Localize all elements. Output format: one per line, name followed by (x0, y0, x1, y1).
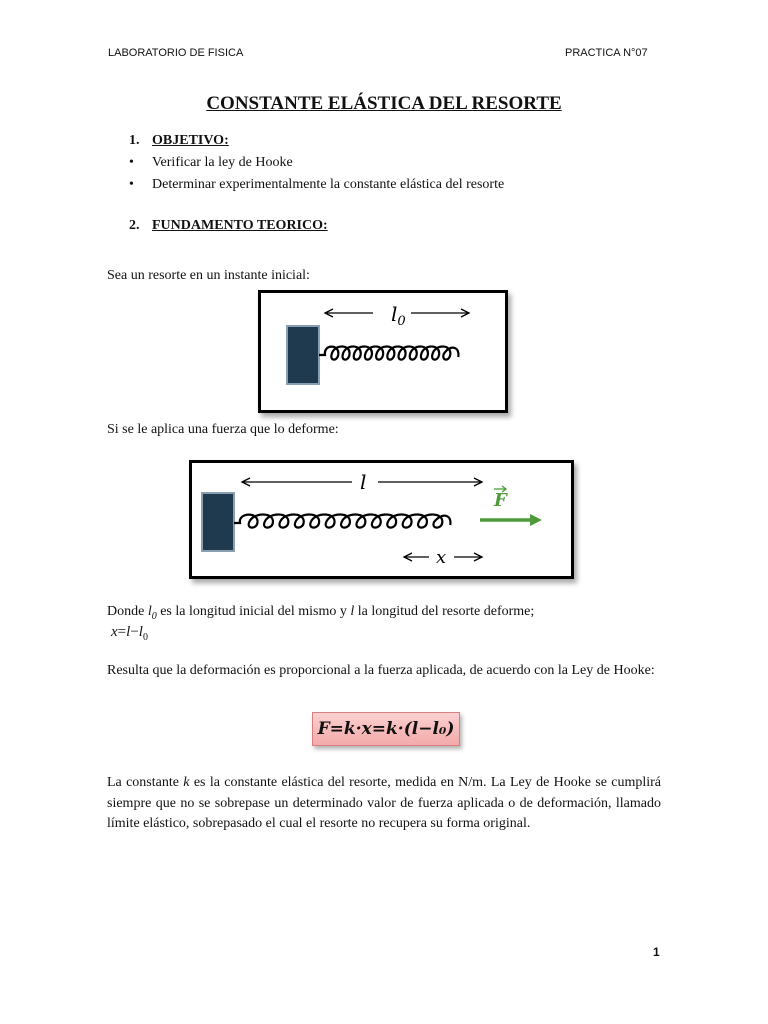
deformation-equation: $x=l-l_0$ (111, 624, 148, 643)
force-label: F (494, 490, 507, 511)
header-right: PRACTICA N°07 (565, 47, 648, 59)
spring-initial-figure (258, 290, 508, 413)
deformation-label: x (436, 547, 447, 568)
hooke-formula: F=k·x=k·(l−l₀) (312, 712, 460, 746)
spring-coil (319, 346, 458, 359)
section-fundamento-heading: 2. FUNDAMENTO TEORICO: (129, 218, 328, 233)
spring-stretched-figure (189, 460, 574, 579)
spring-initial-diagram (261, 293, 505, 410)
header-left: LABORATORIO DE FISICA (108, 47, 244, 59)
length-label: l (360, 470, 367, 494)
objective-item: • Verificar la ley de Hooke (129, 155, 293, 170)
donde-text: Donde $l_0$ es la longitud inicial del mismo y l la longitud del resorte deforme; (107, 604, 535, 622)
spring-coil (234, 514, 450, 527)
page-title: CONSTANTE ELÁSTICA DEL RESORTE (206, 93, 562, 114)
objective-item: • Determinar experimentalmente la constante elástica del resorte (129, 177, 505, 192)
page-number: 1 (653, 945, 660, 959)
section-objetivo-heading: 1. OBJETIVO: (129, 133, 229, 148)
intro-text-2: Si se le aplica una fuerza que lo deforme: (107, 422, 339, 437)
constante-paragraph: La constante k es la constante elástica del resorte, medida en N/m. La Ley de Hooke se cumplirá siempre que no se sobrepase un determinado valor de fuerza aplicada o de deformación, llamado límite elástico, sobrepasado el cual el resorte no recupera su forma original. (107, 775, 661, 831)
length-label: $l_0$ (391, 302, 406, 329)
wall-block (202, 493, 234, 551)
resulta-paragraph: Resulta que la deformación es proporcional a la fuerza aplicada, de acuerdo con la Ley de Hooke: (107, 663, 655, 678)
intro-text-1: Sea un resorte en un instante inicial: (107, 268, 310, 283)
wall-block (287, 326, 319, 384)
spring-stretched-diagram (192, 463, 571, 576)
